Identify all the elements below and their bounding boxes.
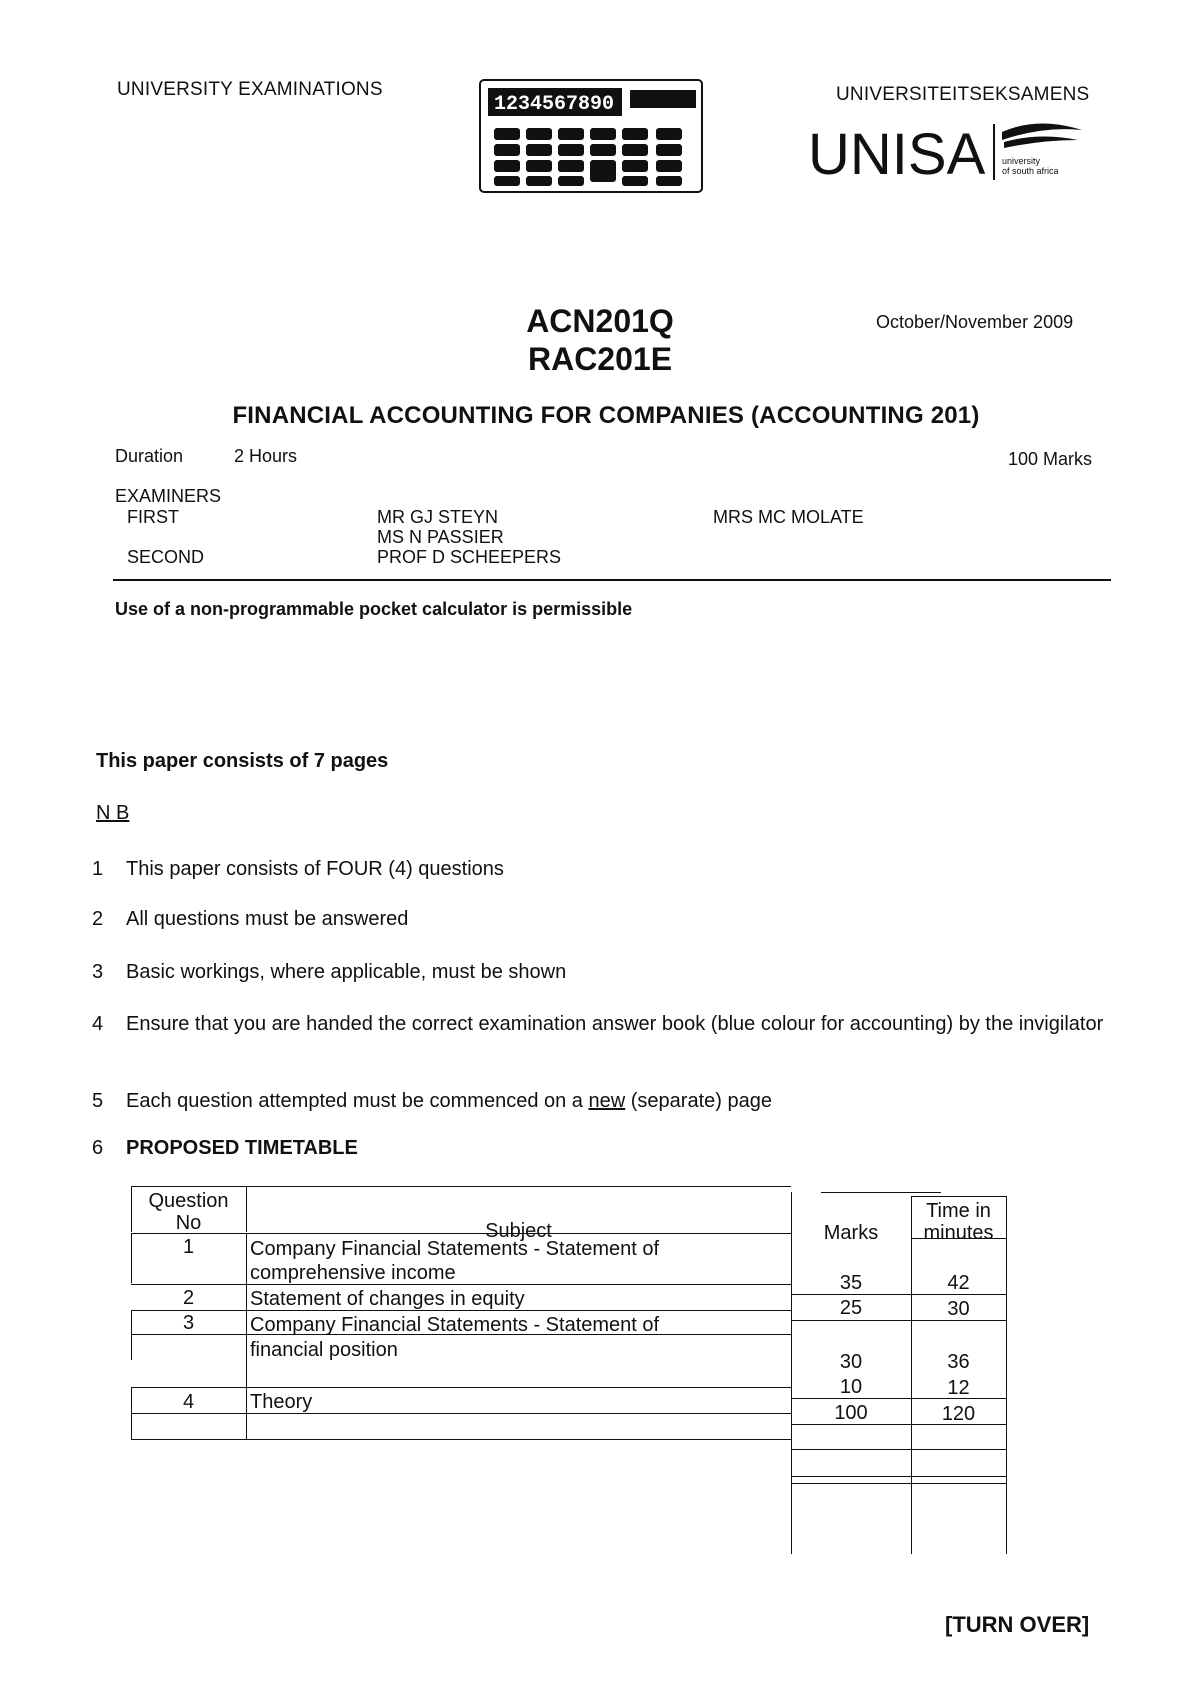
pages-note: This paper consists of 7 pages — [96, 750, 389, 772]
nb-item-number: 5 — [92, 1090, 104, 1112]
calculator-note: Use of a non-programmable pocket calculator is permissible — [115, 599, 633, 619]
total-marks: 100 Marks — [1008, 449, 1093, 469]
timetable-heading: PROPOSED TIMETABLE — [126, 1137, 358, 1159]
header-time: Time in — [926, 1200, 991, 1222]
nb-item-text: Ensure that you are handed the correct examination answer book (blue colour for accounting) by the invigilator — [126, 1013, 1104, 1035]
calculator-display: 1234567890 — [494, 93, 615, 116]
row-4-marks: 10 — [839, 1376, 863, 1398]
row-4-subject-1: Theory — [250, 1391, 313, 1413]
second-examiner-name: PROF D SCHEEPERS — [377, 547, 562, 567]
row-2-subject-1: Statement of changes in equity — [250, 1288, 525, 1310]
nb-item-text-before: Each question attempted must be commenced on a — [126, 1090, 589, 1112]
row-3-subject-2: financial position — [250, 1339, 398, 1361]
row-4-minutes: 12 — [947, 1377, 970, 1399]
row-1-minutes: 42 — [947, 1272, 970, 1294]
total-minutes-cell: 120 — [941, 1403, 976, 1425]
row-3-subject-1: Company Financial Statements - Statement of — [250, 1314, 660, 1336]
nb-item-text: This paper consists of FOUR (4) questions — [126, 858, 504, 880]
nb-item-text — [126, 1090, 1112, 1112]
nb-item-text: All questions must be answered — [126, 908, 409, 930]
row-2-minutes: 30 — [947, 1298, 970, 1320]
row-3-minutes: 36 — [947, 1351, 970, 1373]
unisa-logo — [808, 118, 1088, 184]
header-marks: Marks — [823, 1222, 879, 1244]
calculator-icon — [478, 78, 704, 194]
header-minutes: minutes — [923, 1222, 994, 1244]
nb-item-text: Basic workings, where applicable, must be shown — [126, 961, 567, 983]
second-examiner-label: SECOND — [127, 547, 205, 567]
exam-date: October/November 2009 — [876, 312, 1074, 332]
course-code-2: RAC201E — [527, 341, 673, 377]
nb-heading: N B — [96, 802, 130, 824]
course-code-1: ACN201Q — [526, 303, 674, 339]
turn-over: [TURN OVER] — [945, 1612, 1090, 1637]
row-2-no: 2 — [182, 1287, 195, 1309]
examiners-heading: EXAMINERS — [115, 486, 222, 506]
first-examiner-name-1: MR GJ STEYN — [377, 507, 499, 527]
row-4-no: 4 — [182, 1391, 195, 1413]
row-3-marks: 30 — [839, 1351, 863, 1373]
nb-item-number: 6 — [92, 1137, 104, 1159]
nb-item-text-underlined: new — [588, 1090, 626, 1112]
header-right-text: UNIVERSITEITSEKSAMENS — [836, 84, 1090, 105]
total-marks-cell: 100 — [834, 1402, 868, 1424]
row-1-no: 1 — [182, 1236, 195, 1258]
row-1-marks: 35 — [839, 1272, 863, 1294]
logo-tagline-1: university — [1002, 156, 1041, 166]
row-2-marks: 25 — [839, 1297, 863, 1319]
course-title: FINANCIAL ACCOUNTING FOR COMPANIES (ACCOUNTING 201) — [232, 402, 980, 429]
logo-tagline-2: of south africa — [1002, 166, 1059, 176]
nb-item-number: 2 — [92, 908, 104, 930]
row-3-no: 3 — [182, 1312, 195, 1334]
duration-value: 2 Hours — [234, 446, 298, 466]
duration-label: Duration — [115, 446, 184, 466]
first-examiner-name-2: MS N PASSIER — [377, 527, 504, 547]
nb-item-text-after: (separate) page — [625, 1090, 772, 1112]
first-examiner-label: FIRST — [127, 507, 179, 527]
header-divider — [113, 579, 1111, 581]
header-question-no: No — [175, 1212, 202, 1234]
nb-item-number: 1 — [92, 858, 104, 880]
row-1-subject-2: comprehensive income — [250, 1262, 456, 1284]
nb-item-number: 4 — [92, 1013, 104, 1035]
logo-word: UNISA — [808, 122, 986, 184]
header-left-text: UNIVERSITY EXAMINATIONS — [117, 79, 383, 100]
header-question: Question — [148, 1190, 229, 1212]
first-examiner-name-3: MRS MC MOLATE — [713, 507, 864, 527]
nb-item-number: 3 — [92, 961, 104, 983]
row-1-subject-1: Company Financial Statements - Statement of — [250, 1238, 660, 1260]
header-subject: Subject — [485, 1220, 552, 1242]
